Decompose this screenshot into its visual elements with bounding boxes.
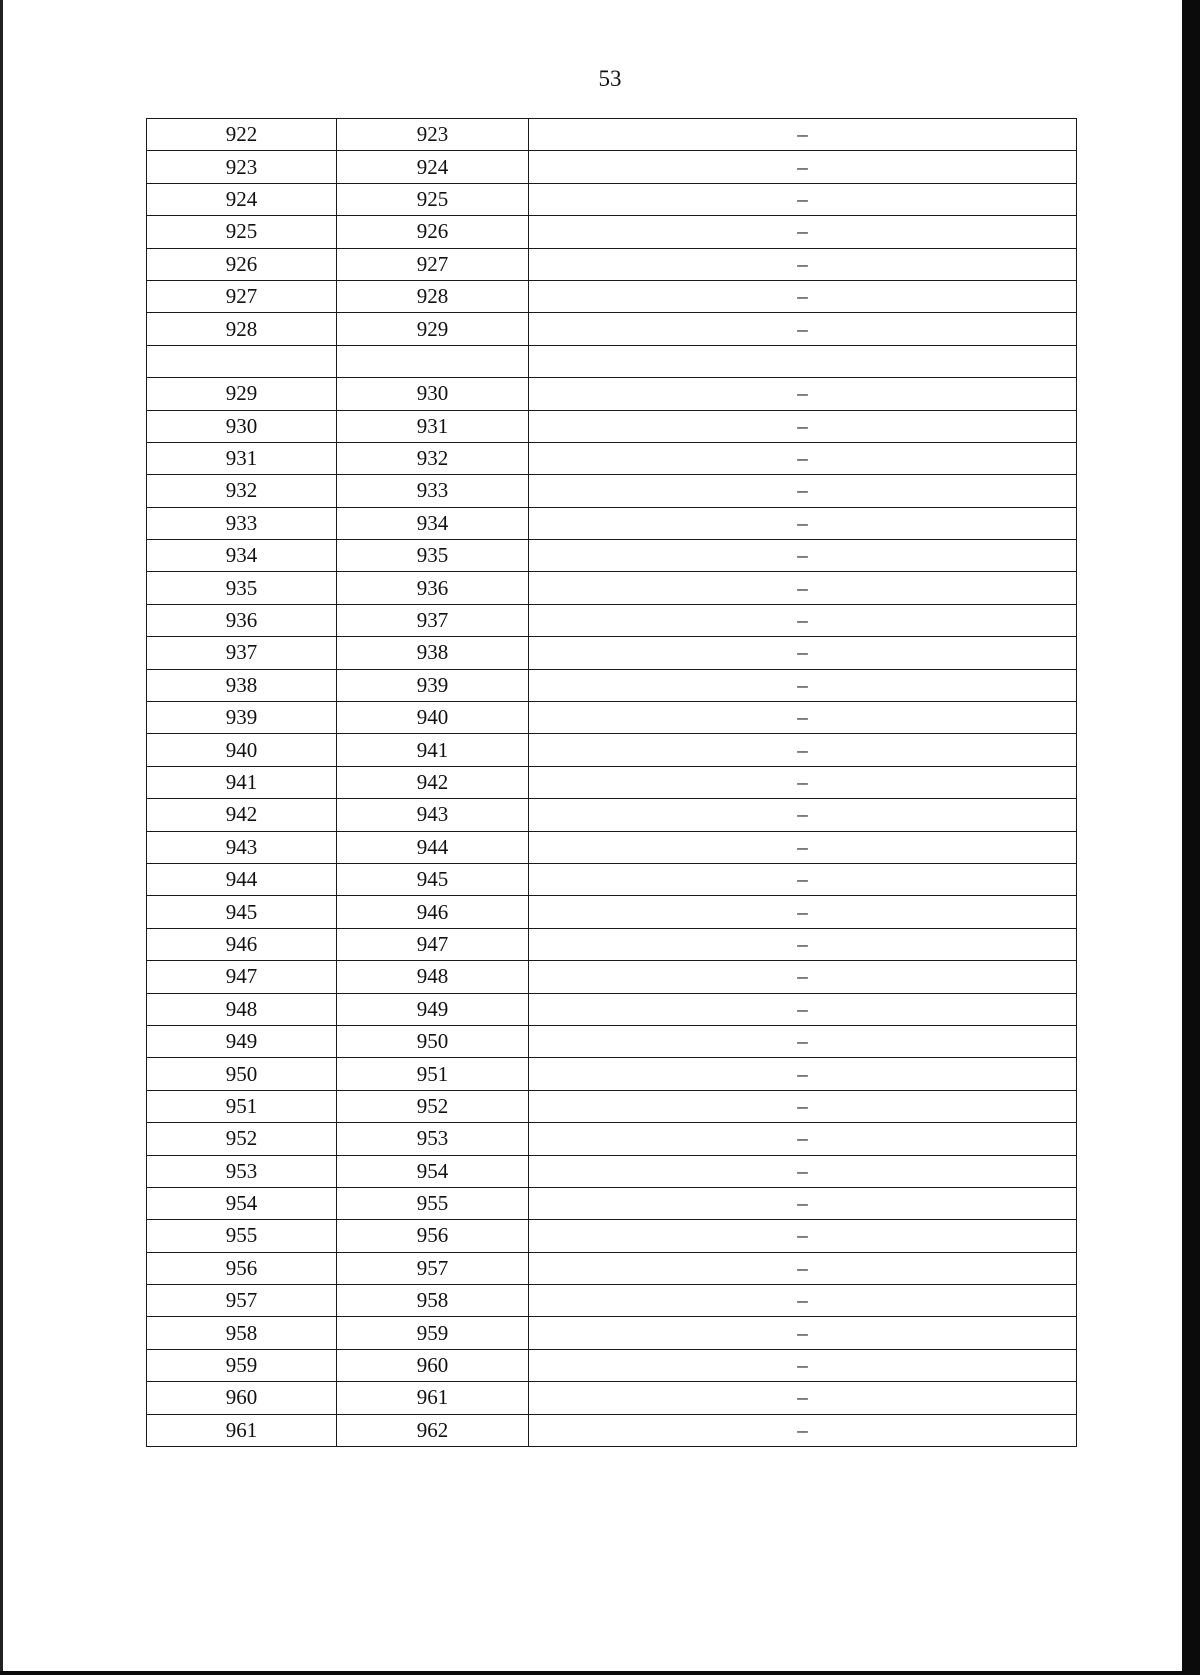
- cell-to-number: 924: [337, 151, 529, 183]
- cell-from-number: 924: [147, 183, 337, 215]
- cell-note: –: [529, 1123, 1077, 1155]
- table-row: [147, 183, 1077, 215]
- cell-from-number: 954: [147, 1187, 337, 1219]
- cell-from-number: 939: [147, 702, 337, 734]
- cell-note: –: [529, 119, 1077, 151]
- cell-to-number: 953: [337, 1123, 529, 1155]
- cell-note: –: [529, 183, 1077, 215]
- cell-note: –: [529, 410, 1077, 442]
- page-number: 53: [598, 66, 622, 91]
- cell-from-number: 925: [147, 216, 337, 248]
- table-row: [147, 1349, 1077, 1381]
- cell-note: –: [529, 1155, 1077, 1187]
- cell-from-number: 957: [147, 1285, 337, 1317]
- cell-note: –: [529, 702, 1077, 734]
- cell-note: –: [529, 799, 1077, 831]
- cell-from-number: 929: [147, 378, 337, 410]
- cell-from-number: 934: [147, 540, 337, 572]
- cell-to-number: 960: [337, 1349, 529, 1381]
- cell-to-number: 951: [337, 1058, 529, 1090]
- cell-to-number: 943: [337, 799, 529, 831]
- cell-to-number: 958: [337, 1285, 529, 1317]
- cell-from-number: 945: [147, 896, 337, 928]
- table-row: [147, 313, 1077, 345]
- cell-to-number: 927: [337, 248, 529, 280]
- cell-to-number: 931: [337, 410, 529, 442]
- cell-to-number: 942: [337, 766, 529, 798]
- cell-from-number: 928: [147, 313, 337, 345]
- cell-from-number: 932: [147, 475, 337, 507]
- cell-from-number: 941: [147, 766, 337, 798]
- cell-from-number: 923: [147, 151, 337, 183]
- cell-from-number: 949: [147, 1025, 337, 1057]
- cell-to-number: 932: [337, 442, 529, 474]
- cell-to-number: 937: [337, 604, 529, 636]
- cell-to-number: 950: [337, 1025, 529, 1057]
- cell-note: [529, 345, 1077, 377]
- number-table: [146, 118, 1077, 1447]
- cell-to-number: 945: [337, 863, 529, 895]
- cell-note: –: [529, 1187, 1077, 1219]
- cell-note: –: [529, 313, 1077, 345]
- table-row: [147, 1155, 1077, 1187]
- cell-note: –: [529, 637, 1077, 669]
- cell-note: –: [529, 831, 1077, 863]
- cell-from-number: 944: [147, 863, 337, 895]
- cell-note: –: [529, 734, 1077, 766]
- cell-from-number: 951: [147, 1090, 337, 1122]
- cell-note: –: [529, 1349, 1077, 1381]
- table-row: [147, 280, 1077, 312]
- table-row: [147, 216, 1077, 248]
- cell-note: –: [529, 507, 1077, 539]
- number-table-body: [147, 119, 1077, 1447]
- table-row: [147, 572, 1077, 604]
- cell-from-number: 947: [147, 961, 337, 993]
- cell-note: –: [529, 442, 1077, 474]
- cell-to-number: 957: [337, 1252, 529, 1284]
- cell-from-number: 960: [147, 1382, 337, 1414]
- cell-from-number: 943: [147, 831, 337, 863]
- table-row: [147, 604, 1077, 636]
- table-row: [147, 540, 1077, 572]
- cell-from-number: 959: [147, 1349, 337, 1381]
- cell-note: –: [529, 1025, 1077, 1057]
- cell-note: –: [529, 280, 1077, 312]
- cell-to-number: 929: [337, 313, 529, 345]
- cell-to-number: 961: [337, 1382, 529, 1414]
- table-row: [147, 637, 1077, 669]
- cell-note: –: [529, 475, 1077, 507]
- table-row: [147, 1220, 1077, 1252]
- cell-to-number: 935: [337, 540, 529, 572]
- cell-note: –: [529, 1317, 1077, 1349]
- cell-to-number: 941: [337, 734, 529, 766]
- table-row: [147, 896, 1077, 928]
- cell-from-number: 926: [147, 248, 337, 280]
- cell-to-number: 959: [337, 1317, 529, 1349]
- table-row: [147, 993, 1077, 1025]
- table-row: [147, 928, 1077, 960]
- cell-from-number: 933: [147, 507, 337, 539]
- cell-from-number: 927: [147, 280, 337, 312]
- cell-note: –: [529, 151, 1077, 183]
- cell-note: –: [529, 1058, 1077, 1090]
- cell-from-number: 935: [147, 572, 337, 604]
- table-row: [147, 248, 1077, 280]
- table-row: [147, 119, 1077, 151]
- cell-note: –: [529, 993, 1077, 1025]
- cell-to-number: 934: [337, 507, 529, 539]
- cell-from-number: 922: [147, 119, 337, 151]
- cell-to-number: 948: [337, 961, 529, 993]
- table-row: [147, 1090, 1077, 1122]
- cell-from-number: 958: [147, 1317, 337, 1349]
- cell-from-number: 940: [147, 734, 337, 766]
- scan-bottom-edge: [0, 1671, 1200, 1675]
- table-row: [147, 766, 1077, 798]
- cell-from-number: 936: [147, 604, 337, 636]
- table-row: [147, 1058, 1077, 1090]
- table-row: [147, 151, 1077, 183]
- cell-note: –: [529, 216, 1077, 248]
- cell-from-number: 952: [147, 1123, 337, 1155]
- cell-note: –: [529, 669, 1077, 701]
- cell-from-number: 948: [147, 993, 337, 1025]
- cell-from-number: 946: [147, 928, 337, 960]
- cell-note: –: [529, 378, 1077, 410]
- table-row: [147, 1414, 1077, 1446]
- cell-to-number: 956: [337, 1220, 529, 1252]
- cell-to-number: 946: [337, 896, 529, 928]
- cell-note: –: [529, 1220, 1077, 1252]
- cell-to-number: 938: [337, 637, 529, 669]
- table-row: [147, 961, 1077, 993]
- table-row: [147, 1382, 1077, 1414]
- cell-to-number: 940: [337, 702, 529, 734]
- cell-to-number: 954: [337, 1155, 529, 1187]
- table-row: [147, 799, 1077, 831]
- cell-note: –: [529, 1252, 1077, 1284]
- scan-left-edge: [0, 0, 3, 1675]
- cell-note: –: [529, 1414, 1077, 1446]
- cell-from-number: 953: [147, 1155, 337, 1187]
- cell-from-number: 938: [147, 669, 337, 701]
- cell-note: –: [529, 766, 1077, 798]
- table-row: [147, 702, 1077, 734]
- table-row: [147, 1025, 1077, 1057]
- cell-from-number: 956: [147, 1252, 337, 1284]
- cell-to-number: [337, 345, 529, 377]
- table-row: [147, 1252, 1077, 1284]
- cell-to-number: 944: [337, 831, 529, 863]
- cell-note: –: [529, 248, 1077, 280]
- table-row: [147, 410, 1077, 442]
- cell-note: –: [529, 1285, 1077, 1317]
- cell-to-number: 926: [337, 216, 529, 248]
- cell-from-number: 931: [147, 442, 337, 474]
- cell-to-number: 947: [337, 928, 529, 960]
- cell-to-number: 933: [337, 475, 529, 507]
- table-row: [147, 863, 1077, 895]
- cell-to-number: 949: [337, 993, 529, 1025]
- cell-note: –: [529, 604, 1077, 636]
- table-row: [147, 1123, 1077, 1155]
- cell-note: –: [529, 961, 1077, 993]
- cell-from-number: 942: [147, 799, 337, 831]
- table-row: [147, 831, 1077, 863]
- cell-note: –: [529, 1382, 1077, 1414]
- table-row: [147, 345, 1077, 377]
- table-row: [147, 1317, 1077, 1349]
- table-row: [147, 507, 1077, 539]
- cell-from-number: [147, 345, 337, 377]
- cell-from-number: 950: [147, 1058, 337, 1090]
- table-row: [147, 378, 1077, 410]
- cell-to-number: 936: [337, 572, 529, 604]
- cell-to-number: 952: [337, 1090, 529, 1122]
- table-row: [147, 442, 1077, 474]
- cell-to-number: 928: [337, 280, 529, 312]
- cell-to-number: 962: [337, 1414, 529, 1446]
- table-row: [147, 1285, 1077, 1317]
- table-row: [147, 475, 1077, 507]
- table-row: [147, 1187, 1077, 1219]
- cell-to-number: 955: [337, 1187, 529, 1219]
- cell-note: –: [529, 928, 1077, 960]
- table-row: [147, 734, 1077, 766]
- cell-note: –: [529, 540, 1077, 572]
- cell-to-number: 930: [337, 378, 529, 410]
- cell-note: –: [529, 863, 1077, 895]
- cell-to-number: 925: [337, 183, 529, 215]
- cell-from-number: 930: [147, 410, 337, 442]
- cell-from-number: 961: [147, 1414, 337, 1446]
- cell-note: –: [529, 572, 1077, 604]
- cell-note: –: [529, 1090, 1077, 1122]
- scan-right-edge: [1182, 0, 1200, 1675]
- cell-from-number: 937: [147, 637, 337, 669]
- cell-note: –: [529, 896, 1077, 928]
- cell-to-number: 939: [337, 669, 529, 701]
- table-row: [147, 669, 1077, 701]
- cell-to-number: 923: [337, 119, 529, 151]
- cell-from-number: 955: [147, 1220, 337, 1252]
